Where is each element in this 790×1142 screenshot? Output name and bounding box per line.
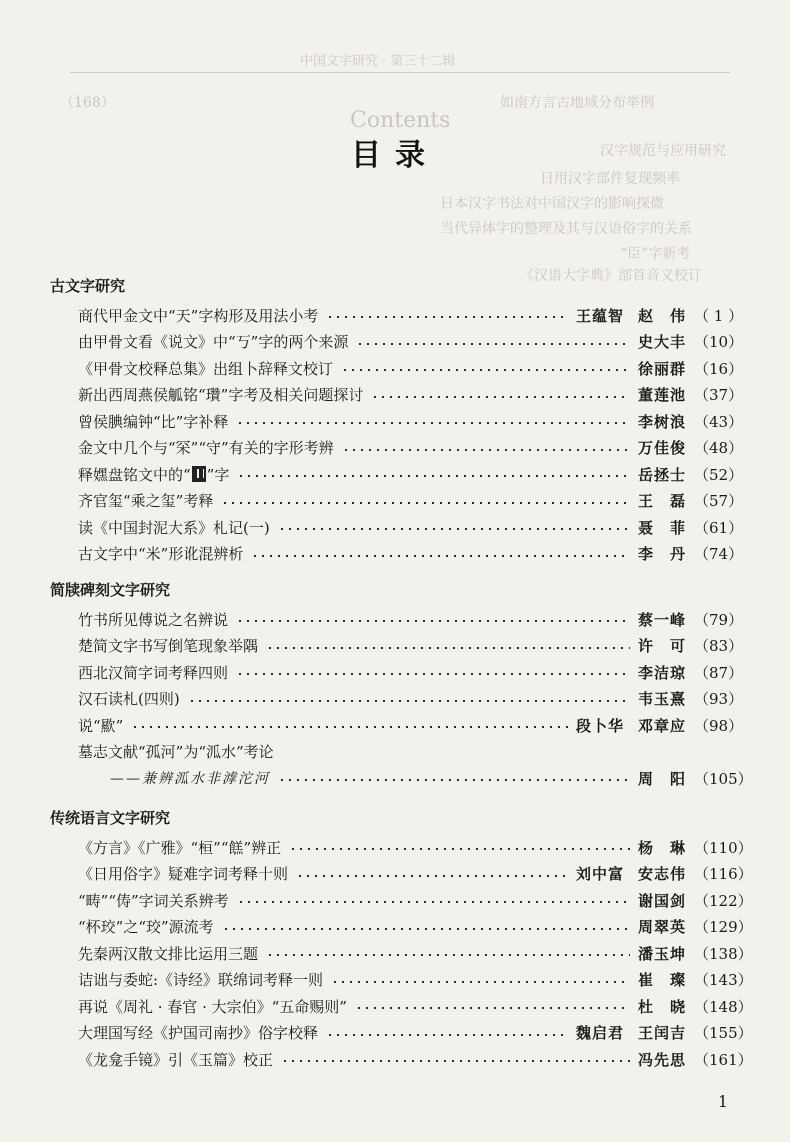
entry-author: 段卜华 — [575, 716, 624, 735]
toc-entry[interactable] — [50, 1020, 753, 1047]
entry-title-pre: 释嫼盘铭文中的“ — [78, 465, 191, 484]
toc-entry[interactable] — [50, 659, 750, 686]
entry-author: 崔 璨 — [637, 971, 686, 990]
leader-dots — [289, 848, 630, 850]
entry-page: （122） — [694, 891, 753, 910]
entry-page: （52） — [694, 465, 744, 484]
entry-author: 岳拯士 — [637, 465, 686, 484]
entry-title: 《方言》《广雅》“桓”“餻”辨正 — [78, 838, 282, 857]
toc-entry[interactable] — [50, 1046, 753, 1073]
entry-page: （138） — [694, 944, 753, 963]
leader-dots — [266, 647, 630, 649]
toc-entry[interactable] — [50, 967, 753, 994]
bleed-col-line: 《汉语大字典》部首音义校订 — [520, 268, 702, 284]
entry-author: 魏启君 — [575, 1024, 624, 1043]
entry-author: 聂 菲 — [637, 518, 686, 537]
entry-author: 王蕴智 — [575, 306, 624, 325]
entry-author: 潘玉坤 — [637, 944, 686, 963]
entry-title: 古文字中“米”形讹混辨析 — [78, 545, 244, 564]
leader-dots — [266, 954, 630, 956]
entry-page: （116） — [694, 865, 753, 884]
bleed-contents: Contents — [350, 108, 451, 133]
leader-dots — [326, 1034, 568, 1036]
toc-entry[interactable] — [50, 355, 750, 382]
entry-title: 《龙龛手镜》引《玉篇》校正 — [78, 1050, 274, 1069]
toc-entry[interactable] — [50, 686, 750, 713]
leader-dots — [237, 901, 630, 903]
entry-page: （61） — [694, 518, 744, 537]
toc-entry[interactable] — [50, 712, 750, 739]
entry-author: 李洁琼 — [637, 663, 686, 682]
entry-page: （16） — [694, 359, 744, 378]
entry-author: 邓章应 — [637, 716, 686, 735]
entry-title: 再说《周礼 · 春官 · 大宗伯》“五命赐则” — [78, 997, 347, 1016]
rare-character-glyph — [192, 466, 206, 482]
entry-title: 说“歞” — [78, 716, 124, 735]
entry-title: 西北汉简字词考释四则 — [78, 663, 229, 682]
leader-dots — [236, 422, 630, 424]
section-title: 简牍碑刻文字研究 — [50, 581, 171, 599]
leader-dots — [281, 1060, 630, 1062]
entry-page: （10） — [694, 333, 744, 352]
leader-dots — [251, 555, 630, 557]
bleed-header: 中国文字研究 · 第三十二辑 — [300, 54, 456, 69]
entry-title: 读《中国封泥大系》札记(一) — [78, 518, 270, 537]
section-ancient-scripts — [50, 274, 750, 567]
entry-author: 冯先思 — [637, 1050, 686, 1069]
entry-page: （129） — [694, 918, 753, 937]
entry-author: 王闰吉 — [637, 1024, 686, 1043]
entry-title: 大理国写经《护国司南抄》俗字校释 — [78, 1024, 319, 1043]
leader-dots — [131, 726, 568, 728]
entry-author: 杨 琳 — [637, 838, 686, 857]
entry-author: 许 可 — [637, 637, 686, 656]
leader-dots — [355, 1007, 630, 1009]
entry-title: 竹书所见傅说之名辨说 — [78, 610, 229, 629]
toc-entry[interactable] — [50, 435, 750, 462]
toc-entry[interactable] — [50, 633, 750, 660]
toc-entry[interactable] — [50, 488, 750, 515]
leader-dots — [326, 316, 568, 318]
entry-author: 杜 晓 — [637, 997, 686, 1016]
entry-author: 徐丽群 — [637, 359, 686, 378]
entry-author: 周 阳 — [637, 769, 686, 788]
bleed-col-head: 汉字规范与应用研究 — [600, 143, 726, 159]
toc-entry[interactable] — [50, 541, 750, 568]
entry-subtitle: ——兼辨泒水非滹沱河 — [110, 771, 270, 788]
toc-entry[interactable] — [50, 914, 753, 941]
entry-title: 楚简文字书写倒笔现象举隅 — [78, 637, 259, 656]
entry-title: 商代甲金文中“天”字构形及用法小考 — [78, 306, 319, 325]
leader-dots — [371, 396, 630, 398]
entry-page: （74） — [694, 545, 744, 564]
bleed-rule — [70, 72, 730, 73]
toc-entry-subtitle[interactable] — [50, 765, 753, 792]
bleed-col-line: “臣”字新考 — [620, 246, 691, 262]
entry-page: （93） — [694, 690, 744, 709]
toc-entry[interactable] — [50, 514, 750, 541]
entry-title: 诘诎与委蛇:《诗经》联绵词考释一则 — [78, 971, 324, 990]
entry-author: 史大丰 — [637, 333, 686, 352]
toc-entry[interactable] — [50, 408, 750, 435]
entry-page: （148） — [694, 997, 753, 1016]
entry-page: （79） — [694, 610, 744, 629]
entry-page: （83） — [694, 637, 744, 656]
toc-entry[interactable] — [50, 302, 750, 329]
entry-title: 由甲骨文看《说文》中“丂”字的两个来源 — [78, 333, 349, 352]
leader-dots — [342, 449, 630, 451]
toc-entry[interactable] — [50, 861, 753, 888]
bleed-line1: 如南方言古地域分布举例 — [500, 95, 654, 111]
toc-entry[interactable] — [50, 887, 753, 914]
entry-page: （110） — [694, 838, 753, 857]
entry-page: （98） — [694, 716, 744, 735]
entry-title: 曾侯腆编钟“比”字补释 — [78, 412, 229, 431]
entry-page: （161） — [694, 1050, 753, 1069]
bleed-col-line: 日本汉字书法对中国汉字的影响探微 — [440, 196, 664, 212]
toc-entry[interactable] — [50, 834, 753, 861]
entry-title: 金文中几个与“罙”“守”有关的字形考辨 — [78, 439, 334, 458]
entry-author: 刘中富 — [575, 865, 624, 884]
leader-dots — [278, 528, 630, 530]
leader-dots — [296, 875, 568, 877]
toc-entry[interactable] — [50, 940, 753, 967]
entry-title: 《甲骨文校释总集》出组卜辞释文校订 — [78, 359, 334, 378]
leader-dots — [356, 343, 630, 345]
entry-author: 万佳俊 — [637, 439, 686, 458]
entry-author: 安志伟 — [637, 865, 686, 884]
toc-entry[interactable] — [50, 461, 750, 488]
entry-author: 李树浪 — [637, 412, 686, 431]
entry-page: （48） — [694, 439, 744, 458]
section-traditional-linguistics — [50, 806, 753, 1073]
bleed-col-line: 当代异体字的整理及其与汉语俗字的关系 — [440, 221, 692, 237]
entry-author: 李 丹 — [637, 545, 686, 564]
leader-dots — [236, 673, 630, 675]
entry-page: （155） — [694, 1024, 753, 1043]
leader-dots — [331, 981, 630, 983]
toc-entry[interactable] — [50, 382, 750, 409]
toc-entry[interactable] — [50, 606, 750, 633]
leader-dots — [237, 475, 630, 477]
toc-title: 目录 — [351, 138, 439, 173]
section-bamboo-stone-scripts — [50, 578, 753, 792]
entry-page: （143） — [694, 971, 753, 990]
leader-dots — [236, 620, 630, 622]
section-title: 古文字研究 — [50, 277, 126, 295]
bleed-line1-page: （168） — [60, 95, 115, 111]
leader-dots — [222, 928, 630, 930]
bleed-col-line: 日用汉字部件复现频率 — [540, 171, 680, 187]
entry-title: 先秦两汉散文排比运用三题 — [78, 944, 259, 963]
entry-title: 齐官玺“乘之玺”考释 — [78, 492, 214, 511]
entry-title: “畴”“俦”字词关系辨考 — [78, 891, 229, 910]
entry-page: （57） — [694, 492, 744, 511]
entry-page: （43） — [694, 412, 744, 431]
leader-dots — [341, 369, 630, 371]
leader-dots — [188, 700, 630, 702]
leader-dots — [278, 779, 630, 781]
leader-dots — [221, 502, 630, 504]
entry-author: 周翠英 — [637, 918, 686, 937]
entry-page: （87） — [694, 663, 744, 682]
entry-title: 新出西周燕侯觚铭“瓚”字考及相关问题探讨 — [78, 386, 364, 405]
entry-author: 赵 伟 — [637, 306, 686, 325]
section-title: 传统语言文字研究 — [50, 809, 171, 827]
entry-title: 《日用俗字》疑难字词考释十则 — [78, 865, 289, 884]
toc-entry[interactable] — [50, 739, 750, 766]
page-number: 1 — [717, 1092, 728, 1111]
entry-author: 蔡一峰 — [637, 610, 686, 629]
entry-title: “杯珓”之“珓”源流考 — [78, 918, 214, 937]
entry-page: （ 1 ） — [694, 306, 744, 325]
entry-title-post: ”字 — [206, 465, 230, 484]
entry-title — [78, 464, 229, 485]
entry-title: 汉石读札(四则) — [78, 690, 180, 709]
toc-entry[interactable] — [50, 993, 753, 1020]
entry-author: 韦玉熹 — [637, 690, 686, 709]
entry-title: 墓志文献“孤河”为“泒水”考论 — [78, 743, 274, 762]
entry-author: 谢国剑 — [637, 891, 686, 910]
entry-author: 董莲池 — [637, 386, 686, 405]
entry-page: （37） — [694, 386, 744, 405]
toc-entry[interactable] — [50, 329, 750, 356]
entry-author: 王 磊 — [637, 492, 686, 511]
entry-page: （105） — [694, 769, 753, 788]
